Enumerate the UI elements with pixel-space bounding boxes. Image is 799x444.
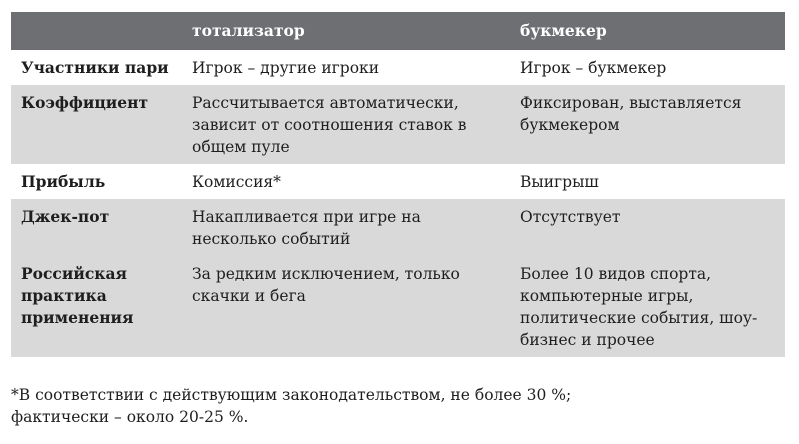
header-tote: тотализатор (182, 12, 510, 50)
tote-cell: Игрок – другие игроки (182, 50, 510, 85)
table-header-row (11, 12, 785, 50)
table-row (11, 85, 785, 164)
table-row (11, 164, 785, 199)
row-label: Джек-пот (11, 199, 182, 256)
tote-cell: Комиссия* (182, 164, 510, 199)
tote-cell: Накапливается при игре на несколько событий (182, 199, 510, 256)
row-label: Прибыль (11, 164, 182, 199)
tote-cell: За редким исключением, только скачки и бега (182, 256, 510, 357)
table-row (11, 50, 785, 85)
row-label: Коэффициент (11, 85, 182, 164)
bookmaker-cell: Игрок – букмекер (510, 50, 785, 85)
header-bookmaker: букмекер (510, 12, 785, 50)
footnote (11, 384, 791, 428)
comparison-table (11, 12, 785, 357)
tote-cell: Рассчитывается автоматически, зависит от соотношения ставок в общем пуле (182, 85, 510, 164)
table-row (11, 256, 785, 357)
row-label: Российская практика применения (11, 256, 182, 357)
header-empty-cell (11, 12, 182, 50)
table-row (11, 199, 785, 256)
bookmaker-cell: Отсутствует (510, 199, 785, 256)
footnote-line-1: *В соответствии с действующим законодательством, не более 30 %; (11, 386, 572, 404)
bookmaker-cell: Выигрыш (510, 164, 785, 199)
row-label: Участники пари (11, 50, 182, 85)
bookmaker-cell: Фиксирован, выставляется букмекером (510, 85, 785, 164)
bookmaker-cell: Более 10 видов спорта, компьютерные игры, политические события, шоу-бизнес и прочее (510, 256, 785, 357)
footnote-line-2: фактически – около 20-25 %. (11, 408, 249, 426)
